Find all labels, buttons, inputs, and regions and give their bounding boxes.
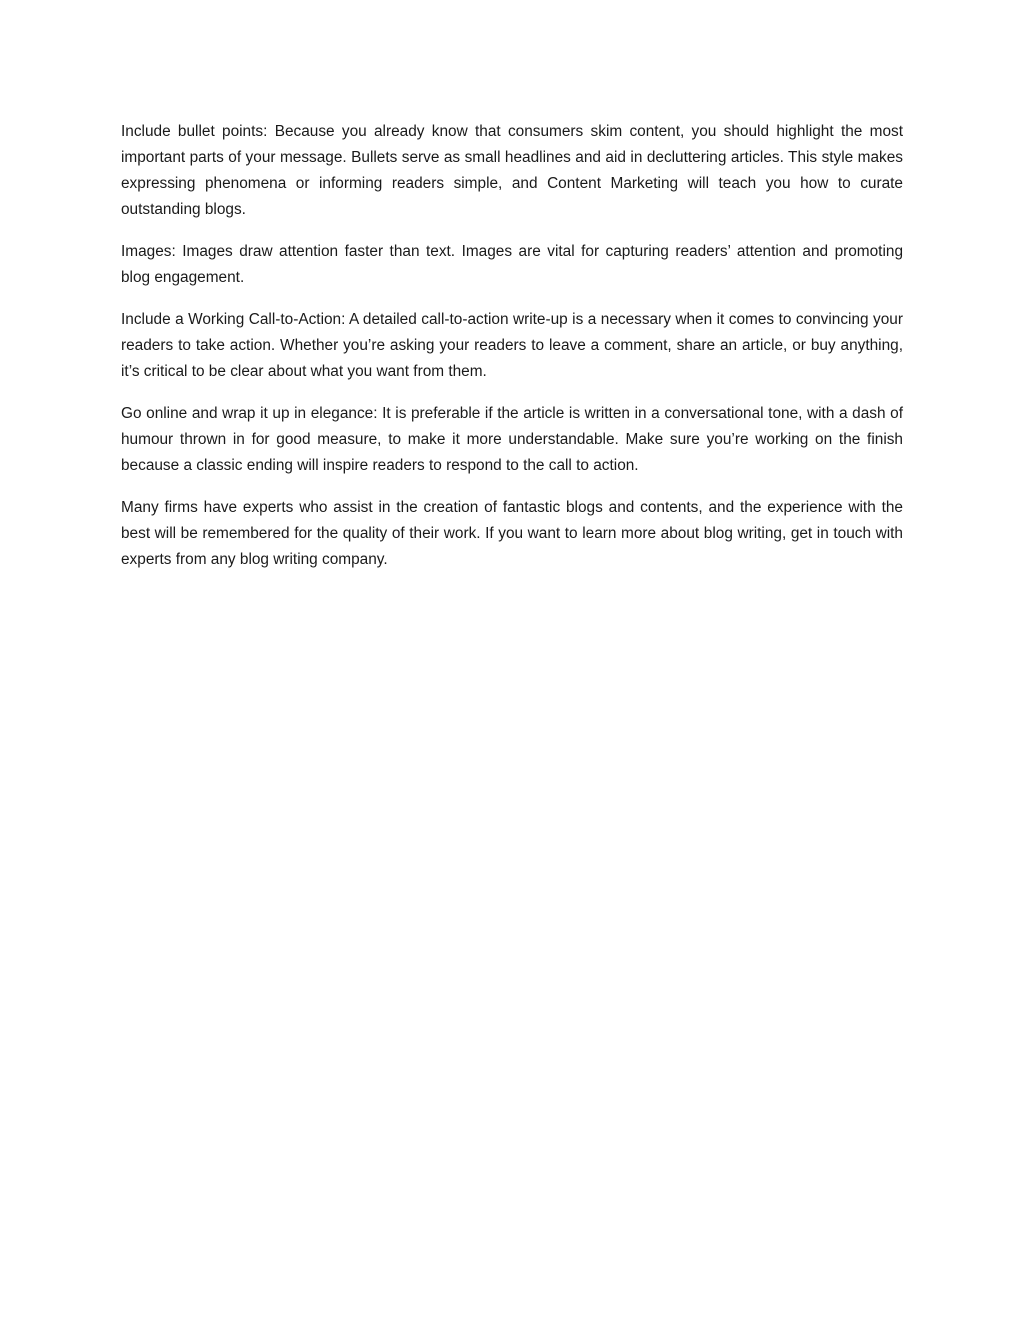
paragraph-lead: Go online and wrap it up in elegance: xyxy=(121,405,378,422)
document-body xyxy=(121,119,903,589)
paragraph-lead: Images: xyxy=(121,243,176,260)
paragraph-bullet-points xyxy=(121,119,903,223)
paragraph-text: A detailed call-to-action write-up is a necessary when it comes to convincing your readers to take action. Whether you’re asking your readers to leave a comment, share an article, or buy anything, it’s critical to be clear about what you want from them. xyxy=(121,311,903,380)
paragraph-text: Images draw attention faster than text. Images are vital for capturing readers’ attention and promoting blog engagement. xyxy=(121,243,904,286)
paragraph-lead: Include a Working Call-to-Action: xyxy=(121,311,346,328)
paragraph-images xyxy=(121,239,903,291)
paragraph-text: Many firms have experts who assist in the creation of fantastic blogs and contents, and the experience with the best will be remembered for the quality of their work. If you want to learn more about blog writing, get in touch with experts from any blog writing company. xyxy=(121,499,903,568)
paragraph-call-to-action xyxy=(121,307,903,385)
paragraph-text: Because you already know that consumers skim content, you should highlight the most important parts of your message. Bullets serve as small headlines and aid in decluttering articles. This style makes expressing phenomena or informing readers simple, and Content Marketing will teach you how to curate outstanding blogs. xyxy=(121,123,903,218)
paragraph-text: It is preferable if the article is written in a conversational tone, with a dash of humour thrown in for good measure, to make it more understandable. Make sure you’re working on the finish because a classic ending will inspire readers to respond to the call to action. xyxy=(121,405,904,474)
paragraph-elegance xyxy=(121,401,903,479)
paragraph-conclusion xyxy=(121,495,903,573)
paragraph-lead: Include bullet points: xyxy=(121,123,268,140)
